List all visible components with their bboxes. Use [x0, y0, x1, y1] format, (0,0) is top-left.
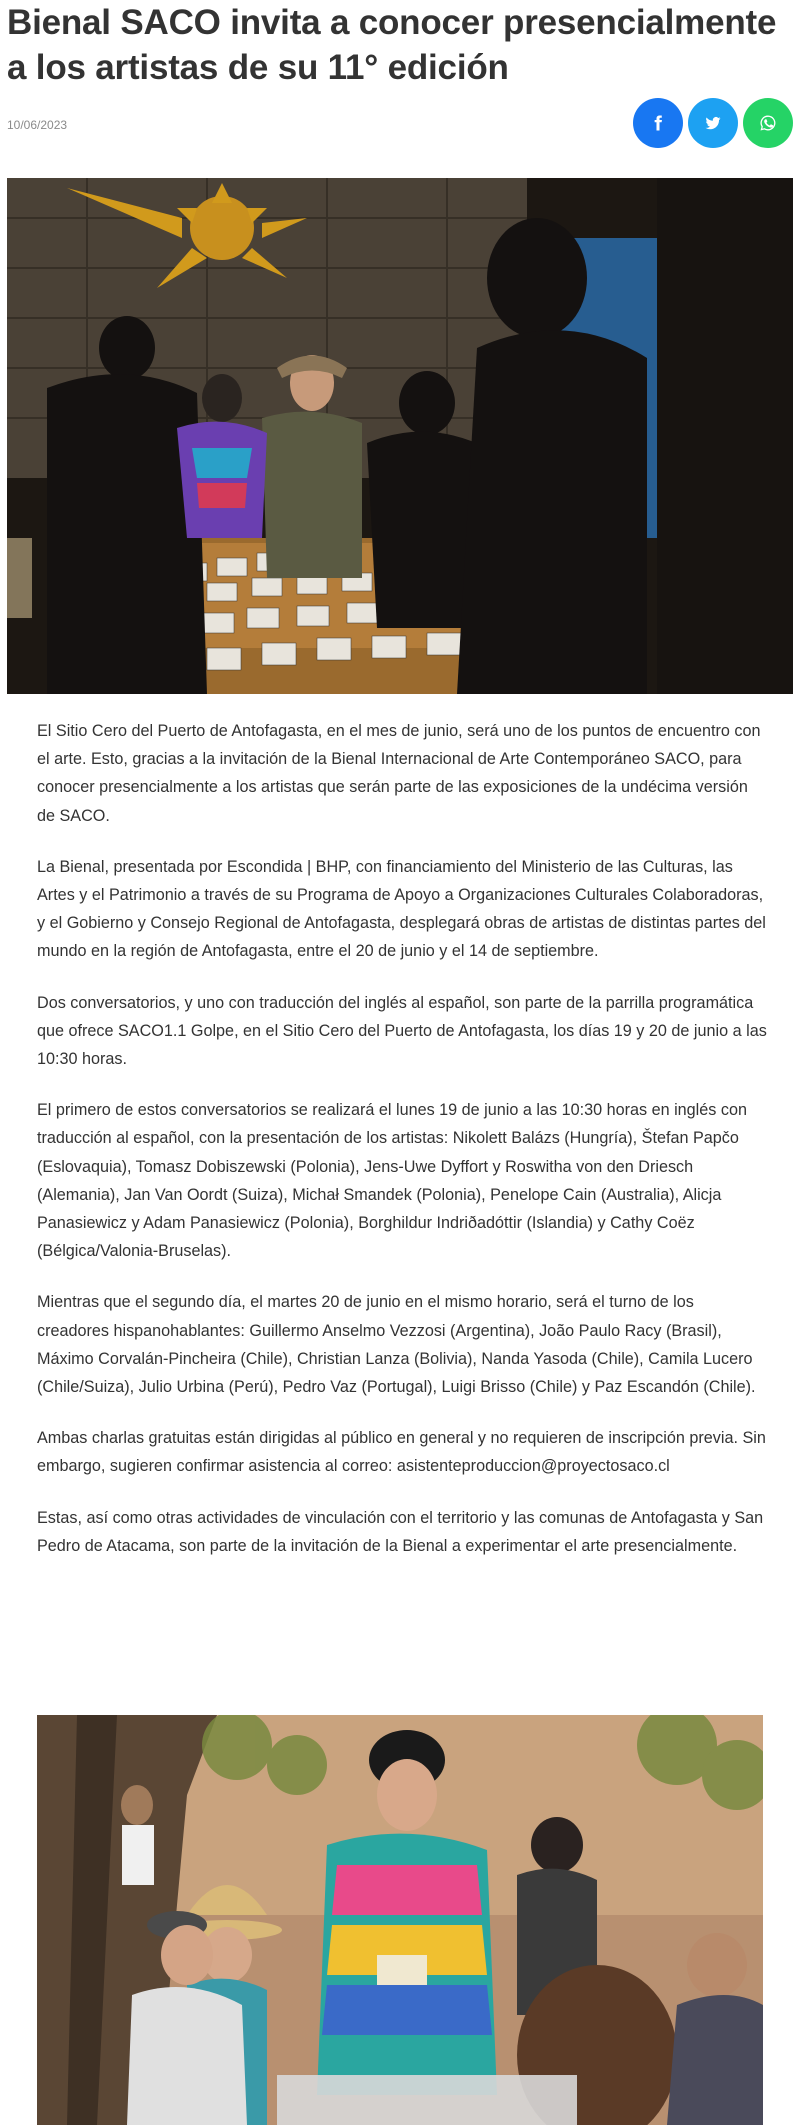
- article-title: Bienal SACO invita a conocer presencialmente a los artistas de su 11° edición: [7, 3, 777, 87]
- share-buttons: [633, 98, 793, 148]
- whatsapp-icon: [759, 114, 777, 132]
- article-paragraph: Ambas charlas gratuitas están dirigidas al público en general y no requieren de inscripción previa. Sin embargo, sugieren confirmar asistencia al correo: asistenteproduccion@proyectosaco.cl: [37, 1429, 766, 1476]
- hero-photo: [7, 178, 793, 694]
- article-body: [37, 717, 767, 1583]
- twitter-icon: [704, 114, 722, 132]
- article-paragraph: El Sitio Cero del Puerto de Antofagasta, en el mes de junio, será uno de los puntos de encuentro con el arte. Esto, gracias a la invitación de la Bienal Internacional de Arte Contemporáneo SACO, para conocer presencialmente a los artistas que serán parte de las exposiciones de la undécima versión de SACO.: [37, 722, 761, 825]
- whatsapp-share-button[interactable]: [743, 98, 793, 148]
- article-paragraph: Mientras que el segundo día, el martes 20 de junio en el mismo horario, será el turno de los creadores hispanohablantes: Guillermo Anselmo Vezzosi (Argentina), João Paulo Racy (Brasil), Máximo Corvalán-Pincheira (Chile), Christian Lanza (Bolivia), Nanda Yasoda (Chile), Camila Lucero (Chile/Suiza), Julio Urbina (Perú), Pedro Vaz (Portugal), Luigi Brisso (Chile) y Paz Escandón (Chile).: [37, 1293, 756, 1397]
- article-paragraph: El primero de estos conversatorios se realizará el lunes 19 de junio a las 10:30 horas en inglés con traducción al español, con la presentación de los artistas: Nikolett Balázs (Hungría), Štefan Papčo (Eslovaquia), Tomasz Dobiszewski (Polonia), Jens-Uwe Dyffort y Roswitha von den Driesch (Alemania), Jan Van Oordt (Suiza), Michał Smandek (Polonia), Penelope Cain (Australia), Alicja Panasiewicz y Adam Panasiewicz (Polonia), Borghildur Indriðadóttir (Islandia) y Cathy Coëz (Bélgica/Valonia-Bruselas).: [37, 1101, 747, 1261]
- article-paragraph: Estas, así como otras actividades de vinculación con el territorio y las comunas de Antofagasta y San Pedro de Atacama, son parte de la invitación de la Bienal a experimentar el arte presencialmente.: [37, 1508, 764, 1555]
- twitter-share-button[interactable]: [688, 98, 738, 148]
- article-date: 10/06/2023: [7, 118, 68, 132]
- facebook-icon: [649, 114, 667, 132]
- article-paragraph: Dos conversatorios, y uno con traducción del inglés al español, son parte de la parrilla programática que ofrece SACO1.1 Golpe, en el Sitio Cero del Puerto de Antofagasta, los días 19 y 20 de junio a las 10:30 horas.: [37, 993, 767, 1069]
- facebook-share-button[interactable]: [633, 98, 683, 148]
- event-photo: [37, 1715, 763, 2125]
- article-paragraph: La Bienal, presentada por Escondida | BHP, con financiamiento del Ministerio de las Culturas, las Artes y el Patrimonio a través de su Programa de Apoyo a Organizaciones Culturales Colaboradoras, y el Gobierno y Consejo Regional de Antofagasta, desplegará obras de artistas de distintas partes del mundo en la región de Antofagasta, entre el 20 de junio y el 14 de septiembre.: [37, 857, 766, 961]
